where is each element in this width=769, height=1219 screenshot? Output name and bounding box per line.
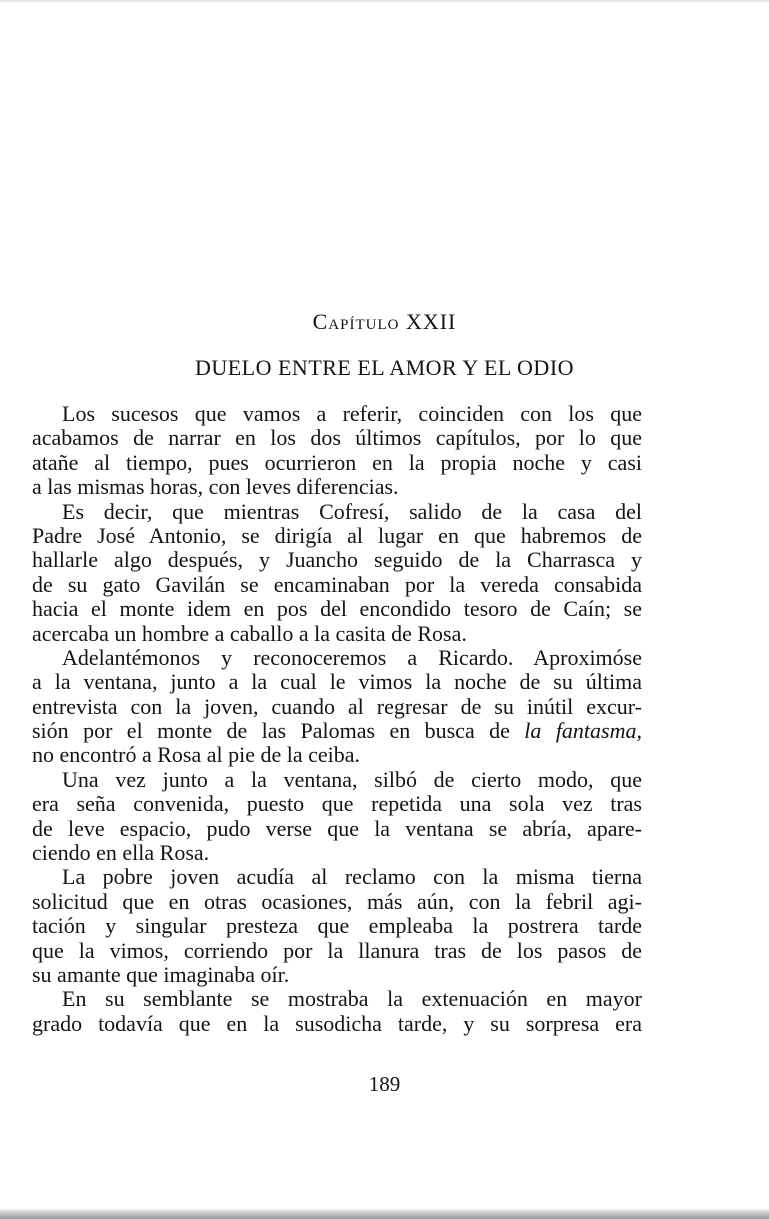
text-line-content: hacia el monte idem en pos del encondido tesoro de Caín; se	[32, 596, 642, 622]
text-line	[32, 841, 642, 865]
text-line	[32, 792, 642, 816]
text-line	[32, 597, 642, 621]
text-line-content: acabamos de narrar en los dos últimos capítulos, por lo que	[32, 425, 642, 451]
page-top-edge	[0, 0, 769, 3]
text-line	[32, 451, 642, 475]
text-line	[32, 939, 642, 963]
text-line-content: grado todavía que en la susodicha tarde, y su sorpresa era	[32, 1010, 642, 1036]
page-bottom-edge	[0, 1208, 769, 1219]
text-line-content: Los sucesos que vamos a referir, coinciden con los que	[62, 401, 642, 426]
text-line	[32, 768, 642, 792]
text-line-content: a las mismas horas, con leves diferencias.	[32, 474, 399, 500]
italic-phrase: la fantasma,	[524, 718, 642, 744]
chapter-label	[0, 309, 769, 335]
text-line	[32, 914, 642, 938]
text-line-content: solicitud que en otras ocasiones, más aún, con la febril agi-	[32, 888, 642, 914]
text-line-content: Una vez junto a la ventana, silbó de cierto modo, que	[62, 766, 642, 792]
text-line	[32, 963, 642, 987]
text-line	[32, 524, 642, 548]
text-line-content: era seña convenida, puesto que repetida una sola vez tras	[32, 791, 642, 817]
text-line	[32, 695, 642, 719]
chapter-label-initial: C	[312, 309, 329, 334]
text-line-content: acercaba un hombre a caballo a la casita de Rosa.	[32, 620, 467, 646]
text-line	[32, 402, 642, 426]
text-line-content: sión por el monte de las Palomas en busca de	[32, 718, 525, 744]
text-line	[32, 865, 642, 889]
text-line-content: La pobre joven acudía al reclamo con la misma tierna	[62, 864, 642, 890]
chapter-label-word: apítulo	[328, 309, 400, 334]
text-line-content: no encontró a Rosa al pie de la ceiba.	[32, 742, 361, 768]
text-line	[32, 573, 642, 597]
chapter-number: XXII	[405, 309, 457, 334]
text-line	[32, 1012, 642, 1036]
text-line-content: a la ventana, junto a la cual le vimos la noche de su última	[32, 669, 642, 695]
text-line	[32, 817, 642, 841]
text-line-content: de su gato Gavilán se encaminaban por la vereda consabida	[32, 571, 642, 597]
text-line	[32, 646, 642, 670]
text-line	[32, 500, 642, 524]
text-line	[32, 426, 642, 450]
text-line-content: su amante que imaginaba oír.	[32, 961, 290, 987]
body-text	[32, 402, 642, 1036]
text-line-content: que la vimos, corriendo por la llanura tras de los pasos de	[32, 937, 642, 963]
text-line-content: ciendo en ella Rosa.	[32, 840, 210, 866]
text-line-content: Padre José Antonio, se dirigía al lugar en que habremos de	[32, 522, 642, 548]
text-line	[32, 475, 642, 499]
text-line	[32, 670, 642, 694]
text-line-content: hallarle algo después, y Juancho seguido de la Charrasca y	[32, 547, 642, 573]
text-line	[32, 987, 642, 1011]
text-line-content: Es decir, que mientras Cofresí, salido de la casa del	[62, 498, 642, 524]
text-line-content: Adelantémonos y reconoceremos a Ricardo. Aproximóse	[62, 644, 642, 670]
text-line-content: En su semblante se mostraba la extenuación en mayor	[62, 986, 642, 1012]
text-line-content: de leve espacio, pudo verse que la ventana se abría, apare-	[32, 815, 642, 841]
text-line	[32, 719, 642, 743]
text-line	[32, 622, 642, 646]
chapter-title: DUELO ENTRE EL AMOR Y EL ODIO	[194, 355, 575, 380]
text-line-content: entrevista con la joven, cuando al regresar de su inútil excur-	[32, 693, 642, 719]
text-line	[32, 548, 642, 572]
text-line-content: tación y singular presteza que empleaba la postrera tarde	[32, 913, 642, 939]
text-line	[32, 890, 642, 914]
page-number: 189	[368, 1072, 401, 1096]
text-line	[32, 743, 642, 767]
text-line-content: atañe al tiempo, pues ocurrieron en la propia noche y casi	[32, 449, 642, 475]
